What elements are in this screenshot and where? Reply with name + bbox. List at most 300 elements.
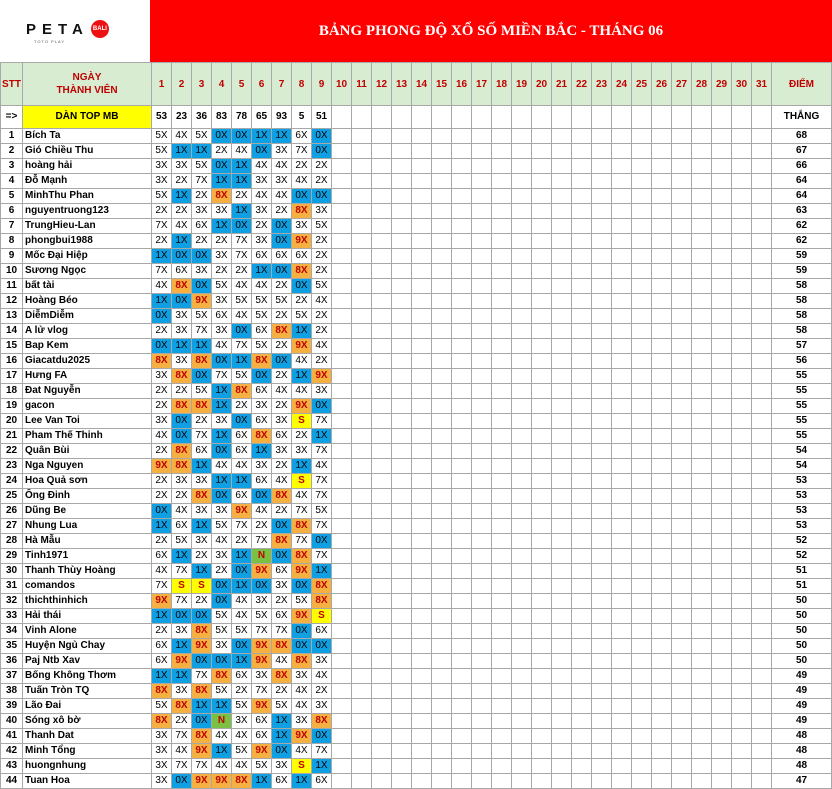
day-result (412, 579, 432, 594)
day-result (492, 414, 512, 429)
day-result (452, 669, 472, 684)
day-result: 8X (192, 684, 212, 699)
day-result (592, 609, 612, 624)
day-result (752, 339, 772, 354)
day-result (652, 159, 672, 174)
day-result (492, 444, 512, 459)
day-result (352, 504, 372, 519)
day-result: S (312, 609, 332, 624)
day-result (552, 159, 572, 174)
day-result: 3X (152, 174, 172, 189)
day-result: 2X (172, 174, 192, 189)
day-result (552, 579, 572, 594)
day-result (612, 399, 632, 414)
day-result (412, 294, 432, 309)
day-result (632, 399, 652, 414)
day-result (412, 549, 432, 564)
day-result (692, 759, 712, 774)
table-row (1, 489, 832, 504)
day-result (492, 534, 512, 549)
day-result (332, 519, 352, 534)
day-result: 7X (192, 174, 212, 189)
row-stt: 29 (1, 549, 23, 564)
day-result (492, 219, 512, 234)
day-result: 2X (272, 339, 292, 354)
day-result (692, 324, 712, 339)
table-row (1, 459, 832, 474)
day-result (372, 594, 392, 609)
day-result (552, 129, 572, 144)
day-result (452, 699, 472, 714)
day-result: 1X (152, 294, 172, 309)
day-result: 9X (292, 609, 312, 624)
day-result (372, 489, 392, 504)
day-result (672, 144, 692, 159)
day-result: 2X (312, 234, 332, 249)
day-result (652, 549, 672, 564)
day-result: 6X (252, 249, 272, 264)
day-result (532, 279, 552, 294)
day-result: 8X (292, 204, 312, 219)
day-result: 1X (172, 669, 192, 684)
day-result (492, 144, 512, 159)
day-result (352, 159, 372, 174)
row-stt: 14 (1, 324, 23, 339)
day-result (372, 324, 392, 339)
day-result: 4X (292, 384, 312, 399)
day-result (492, 639, 512, 654)
day-result (592, 534, 612, 549)
day-result (592, 714, 612, 729)
day-result: 9X (152, 459, 172, 474)
day-result (652, 234, 672, 249)
day-result (412, 459, 432, 474)
day-result (472, 204, 492, 219)
day-result (412, 774, 432, 789)
day-result (372, 699, 392, 714)
day-result: 7X (292, 534, 312, 549)
day-result: 3X (252, 669, 272, 684)
day-result: 7X (252, 534, 272, 549)
day-result: 0X (312, 144, 332, 159)
day-result: 5X (192, 129, 212, 144)
day-result (712, 519, 732, 534)
day-result (472, 189, 492, 204)
day-result: 9X (252, 564, 272, 579)
day-result: 4X (292, 744, 312, 759)
day-result: 3X (212, 504, 232, 519)
day-result (672, 369, 692, 384)
day-result (692, 204, 712, 219)
day-result: 9X (192, 639, 212, 654)
day-result (512, 144, 532, 159)
day-result (572, 579, 592, 594)
day-result: 1X (252, 774, 272, 789)
day-result (672, 399, 692, 414)
day-result (632, 609, 652, 624)
day-result: 3X (252, 234, 272, 249)
day-result (592, 744, 612, 759)
dan-value (392, 106, 412, 129)
member-name: phongbui1988 (23, 234, 152, 249)
day-result: 3X (312, 204, 332, 219)
member-name: Sóng xô bờ (23, 714, 152, 729)
day-result (412, 594, 432, 609)
day-result (332, 714, 352, 729)
day-result: 1X (272, 129, 292, 144)
day-result: 6X (192, 219, 212, 234)
day-result (452, 414, 472, 429)
day-result (372, 549, 392, 564)
member-score: 51 (772, 579, 832, 594)
day-result (732, 474, 752, 489)
day-result: 1X (192, 564, 212, 579)
day-result (472, 594, 492, 609)
day-result (412, 609, 432, 624)
day-result: 7X (312, 489, 332, 504)
day-result: 0X (152, 309, 172, 324)
day-result (552, 699, 572, 714)
day-result (332, 264, 352, 279)
day-result: 4X (232, 309, 252, 324)
day-result (672, 759, 692, 774)
day-result: 8X (172, 444, 192, 459)
day-result: 0X (312, 399, 332, 414)
day-result (512, 504, 532, 519)
day-result (512, 249, 532, 264)
day-result: 1X (312, 759, 332, 774)
day-result (632, 384, 652, 399)
member-name: Paj Ntb Xav (23, 654, 152, 669)
day-result: 6X (252, 474, 272, 489)
member-name: Đỗ Mạnh (23, 174, 152, 189)
day-result (732, 189, 752, 204)
day-result (452, 549, 472, 564)
day-result (352, 744, 372, 759)
day-result (572, 549, 592, 564)
day-result (752, 294, 772, 309)
day-result (692, 249, 712, 264)
day-result (392, 744, 412, 759)
day-result (352, 279, 372, 294)
day-result (512, 129, 532, 144)
day-result (592, 519, 612, 534)
day-result: 3X (192, 204, 212, 219)
day-result (552, 549, 572, 564)
day-result (712, 384, 732, 399)
day-result (692, 339, 712, 354)
day-result (612, 159, 632, 174)
member-score: 58 (772, 324, 832, 339)
row-stt: 38 (1, 684, 23, 699)
day-result (752, 549, 772, 564)
day-result (652, 279, 672, 294)
day-result (492, 369, 512, 384)
row-stt: 35 (1, 639, 23, 654)
day-result (572, 639, 592, 654)
day-result: 5X (312, 504, 332, 519)
day-result (712, 669, 732, 684)
day-result (752, 489, 772, 504)
day-result: 4X (232, 594, 252, 609)
day-result (732, 144, 752, 159)
table-row (1, 399, 832, 414)
day-result: 6X (192, 444, 212, 459)
day-result (632, 624, 652, 639)
day-result (612, 519, 632, 534)
day-result (352, 729, 372, 744)
day-result (372, 399, 392, 414)
member-name: bất tài (23, 279, 152, 294)
day-result (632, 429, 652, 444)
day-result: 7X (192, 324, 212, 339)
day-result (752, 594, 772, 609)
col-header-member (23, 63, 152, 106)
day-result (652, 264, 672, 279)
day-result (532, 669, 552, 684)
day-result (652, 369, 672, 384)
day-result: 8X (232, 384, 252, 399)
day-result (432, 684, 452, 699)
day-result (512, 669, 532, 684)
day-result: 5X (252, 609, 272, 624)
member-name: Hải thái (23, 609, 152, 624)
day-result (532, 609, 552, 624)
dan-value (492, 106, 512, 129)
member-score: 66 (772, 159, 832, 174)
day-result: 3X (172, 474, 192, 489)
day-result (672, 354, 692, 369)
day-result: 3X (252, 594, 272, 609)
day-result (332, 294, 352, 309)
day-result (492, 579, 512, 594)
day-result (572, 729, 592, 744)
day-result (712, 369, 732, 384)
day-result (332, 414, 352, 429)
day-result (532, 639, 552, 654)
col-header-day: 6 (252, 63, 272, 106)
row-stt: 1 (1, 129, 23, 144)
day-result: 7X (292, 144, 312, 159)
day-result (692, 369, 712, 384)
table-row (1, 534, 832, 549)
day-result (572, 309, 592, 324)
day-result: 1X (172, 549, 192, 564)
day-result: 8X (312, 594, 332, 609)
day-result (472, 504, 492, 519)
day-result: 0X (312, 534, 332, 549)
day-result (712, 564, 732, 579)
day-result (672, 624, 692, 639)
day-result (672, 339, 692, 354)
day-result: 6X (232, 444, 252, 459)
day-result (372, 144, 392, 159)
day-result (652, 699, 672, 714)
day-result: 1X (232, 159, 252, 174)
day-result (552, 414, 572, 429)
day-result: 3X (152, 369, 172, 384)
day-result: 9X (192, 294, 212, 309)
day-result: 5X (232, 624, 252, 639)
day-result (492, 159, 512, 174)
member-name: Lee Van Toi (23, 414, 152, 429)
day-result (652, 189, 672, 204)
member-name: Giacatdu2025 (23, 354, 152, 369)
day-result (332, 564, 352, 579)
member-score: 49 (772, 684, 832, 699)
member-name: Hoàng Béo (23, 294, 152, 309)
day-result (572, 474, 592, 489)
day-result: 8X (172, 279, 192, 294)
day-result (332, 624, 352, 639)
day-result (672, 174, 692, 189)
day-result (572, 699, 592, 714)
day-result: 1X (232, 654, 252, 669)
day-result (652, 474, 672, 489)
table-row (1, 444, 832, 459)
day-result (612, 204, 632, 219)
day-result: 3X (312, 699, 332, 714)
day-result: 6X (152, 549, 172, 564)
day-result (412, 669, 432, 684)
row-stt: 3 (1, 159, 23, 174)
day-result (752, 639, 772, 654)
day-result (412, 249, 432, 264)
day-result (332, 654, 352, 669)
day-result (472, 564, 492, 579)
day-result: 3X (252, 204, 272, 219)
table-row (1, 774, 832, 789)
day-result (372, 654, 392, 669)
day-result: 4X (152, 564, 172, 579)
day-result (372, 189, 392, 204)
day-result (432, 759, 452, 774)
day-result: 4X (172, 504, 192, 519)
day-result (652, 669, 672, 684)
day-result (332, 234, 352, 249)
day-result (512, 684, 532, 699)
day-result (592, 489, 612, 504)
day-result (692, 189, 712, 204)
day-result: 6X (292, 249, 312, 264)
day-result (732, 444, 752, 459)
day-result: 1X (272, 714, 292, 729)
day-result (712, 429, 732, 444)
day-result (592, 759, 612, 774)
dan-value: 36 (192, 106, 212, 129)
day-result (552, 609, 572, 624)
day-result (512, 639, 532, 654)
day-result (352, 639, 372, 654)
member-score: 64 (772, 189, 832, 204)
day-result (452, 249, 472, 264)
day-result (332, 684, 352, 699)
member-score: 55 (772, 384, 832, 399)
day-result (752, 429, 772, 444)
day-result (632, 729, 652, 744)
day-result (492, 384, 512, 399)
col-header-day: 27 (672, 63, 692, 106)
day-result (412, 159, 432, 174)
day-result (492, 669, 512, 684)
col-header-day: 7 (272, 63, 292, 106)
day-result (392, 279, 412, 294)
day-result: 3X (292, 714, 312, 729)
day-result: N (252, 549, 272, 564)
day-result: 3X (172, 324, 192, 339)
dan-value (632, 106, 652, 129)
day-result (352, 459, 372, 474)
day-result (392, 249, 412, 264)
day-result: 1X (312, 429, 332, 444)
day-result (492, 519, 512, 534)
day-result (372, 744, 392, 759)
day-result (652, 504, 672, 519)
day-result (452, 294, 472, 309)
day-result (612, 564, 632, 579)
day-result (632, 219, 652, 234)
day-result (572, 774, 592, 789)
day-result: 2X (232, 684, 252, 699)
day-result (472, 444, 492, 459)
day-result (632, 369, 652, 384)
day-result: 9X (252, 654, 272, 669)
day-result (612, 714, 632, 729)
member-score: 63 (772, 204, 832, 219)
day-result: 8X (272, 489, 292, 504)
day-result (552, 354, 572, 369)
day-result (732, 504, 752, 519)
table-row (1, 729, 832, 744)
day-result (452, 564, 472, 579)
day-result (652, 564, 672, 579)
day-result: 9X (252, 744, 272, 759)
day-result (472, 759, 492, 774)
day-result (732, 459, 752, 474)
day-result (632, 594, 652, 609)
day-result (432, 399, 452, 414)
day-result (632, 264, 652, 279)
day-result (512, 339, 532, 354)
day-result: 3X (152, 729, 172, 744)
day-result: 3X (152, 159, 172, 174)
day-result (652, 654, 672, 669)
day-result (372, 669, 392, 684)
day-result: 9X (192, 774, 212, 789)
day-result (672, 729, 692, 744)
day-result (452, 609, 472, 624)
day-result (372, 159, 392, 174)
day-result: 0X (212, 354, 232, 369)
day-result: 1X (192, 699, 212, 714)
day-result (612, 429, 632, 444)
day-result: 3X (292, 219, 312, 234)
day-result: 6X (272, 564, 292, 579)
day-result (412, 219, 432, 234)
day-result: 0X (312, 729, 332, 744)
table-row (1, 279, 832, 294)
day-result (352, 489, 372, 504)
dan-value (452, 106, 472, 129)
day-result (332, 339, 352, 354)
day-result: 5X (172, 534, 192, 549)
day-result (332, 159, 352, 174)
member-score: 53 (772, 489, 832, 504)
day-result (632, 414, 652, 429)
day-result (732, 249, 752, 264)
day-result (652, 759, 672, 774)
day-result (632, 459, 652, 474)
